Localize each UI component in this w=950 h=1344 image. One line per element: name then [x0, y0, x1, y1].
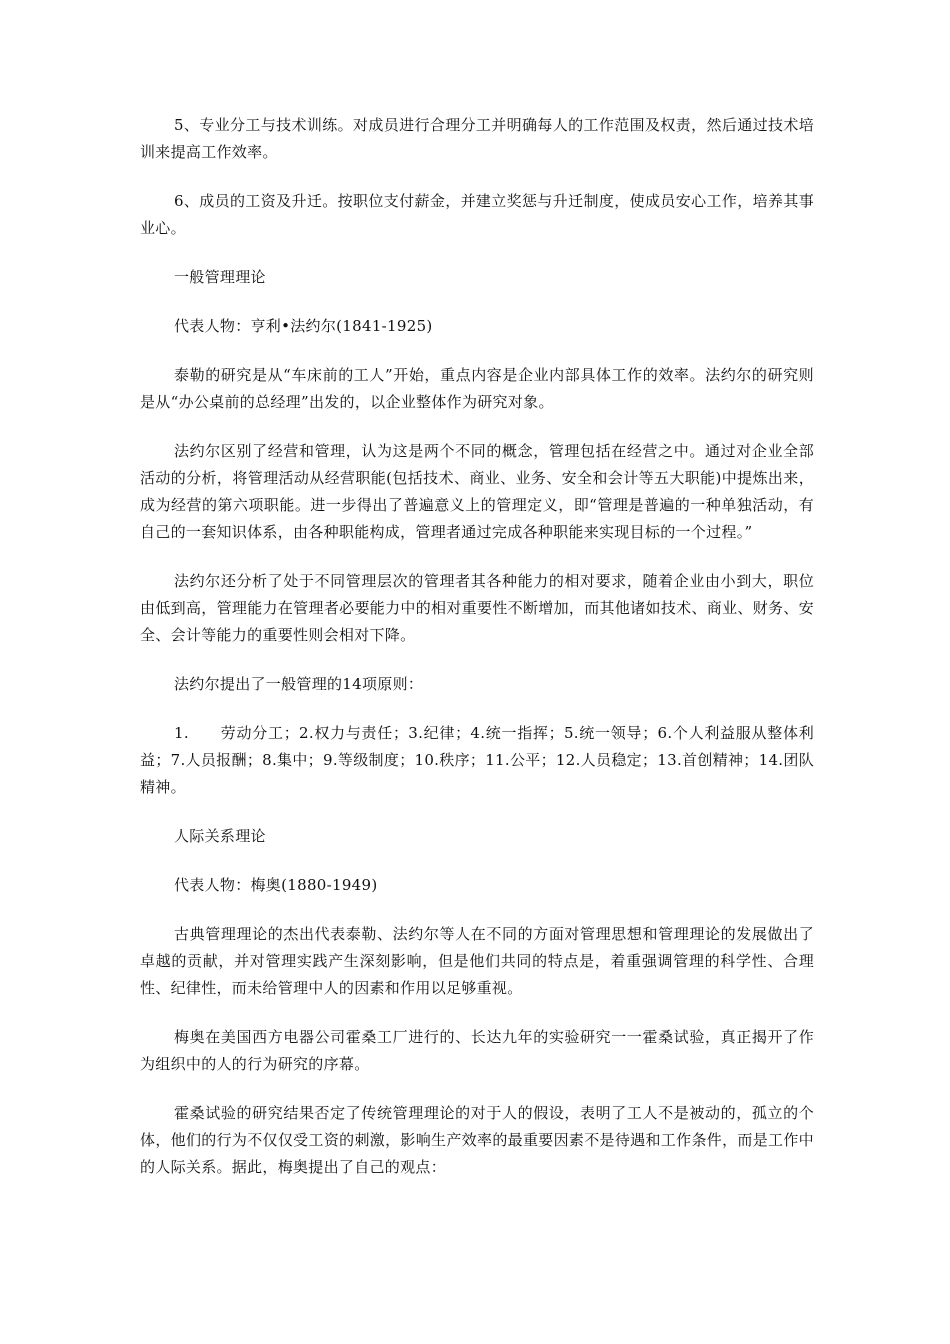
paragraph-hawthorne-experiment: 梅奥在美国西方电器公司霍桑工厂进行的、长达九年的实验研究一一霍桑试验，真正揭开了作为组织中的人的行为研究的序幕。 [140, 1028, 814, 1073]
document-body [140, 112, 814, 1203]
paragraph-14-principles-intro: 法约尔提出了一般管理的14项原则： [174, 675, 424, 693]
representative-fayol: 代表人物：亨利•法约尔(1841-1925) [174, 317, 433, 335]
paragraph-14-principles-list: 1. 劳动分工；2.权力与责任；3.纪律；4.统一指挥；5.统一领导；6.个人利益服从整体利益；7.人员报酬；8.集中；9.等级制度；10.秩序；11.公平；12.人员稳定；13.首创精神；14.团队精神。 [140, 724, 814, 796]
paragraph-salary-promotion: 6、成员的工资及升迁。按职位支付薪金，并建立奖惩与升迁制度，使成员安心工作，培养其事业心。 [140, 192, 814, 237]
paragraph-specialization: 5、专业分工与技术训练。对成员进行合理分工并明确每人的工作范围及权责，然后通过技术培训来提高工作效率。 [140, 116, 814, 161]
representative-mayo: 代表人物：梅奥(1880-1949) [174, 876, 378, 894]
paragraph-management-definition: 法约尔区别了经营和管理，认为这是两个不同的概念，管理包括在经营之中。通过对企业全部活动的分析，将管理活动从经营职能(包括技术、商业、业务、安全和会计等五大职能)中提炼出来，成为经营的第六项职能。进一步得出了普遍意义上的管理定义，即“管理是普遍的一种单独活动，有自己的一套知识体系，由各种职能构成，管理者通过完成各种职能来实现目标的一个过程。” [140, 442, 814, 541]
paragraph-taylor-vs-fayol: 泰勒的研究是从“车床前的工人”开始，重点内容是企业内部具体工作的效率。法约尔的研究则是从“办公桌前的总经理”出发的，以企业整体作为研究对象。 [140, 366, 814, 411]
paragraph-hawthorne-results: 霍桑试验的研究结果否定了传统管理理论的对于人的假设，表明了工人不是被动的，孤立的个体，他们的行为不仅仅受工资的刺激，影响生产效率的最重要因素不是待遇和工作条件，而是工作中的人际关系。据此，梅奥提出了自己的观点： [140, 1104, 814, 1176]
section-heading-general-management: 一般管理理论 [174, 268, 266, 286]
paragraph-classical-theory: 古典管理理论的杰出代表泰勒、法约尔等人在不同的方面对管理思想和管理理论的发展做出了卓越的贡献，并对管理实践产生深刻影响，但是他们共同的特点是，着重强调管理的科学性、合理性、纪律性，而未给管理中人的因素和作用以足够重视。 [140, 925, 814, 997]
section-heading-human-relations: 人际关系理论 [174, 827, 266, 845]
paragraph-management-abilities: 法约尔还分析了处于不同管理层次的管理者其各种能力的相对要求，随着企业由小到大，职位由低到高，管理能力在管理者必要能力中的相对重要性不断增加，而其他诸如技术、商业、财务、安全、会计等能力的重要性则会相对下降。 [140, 572, 814, 644]
